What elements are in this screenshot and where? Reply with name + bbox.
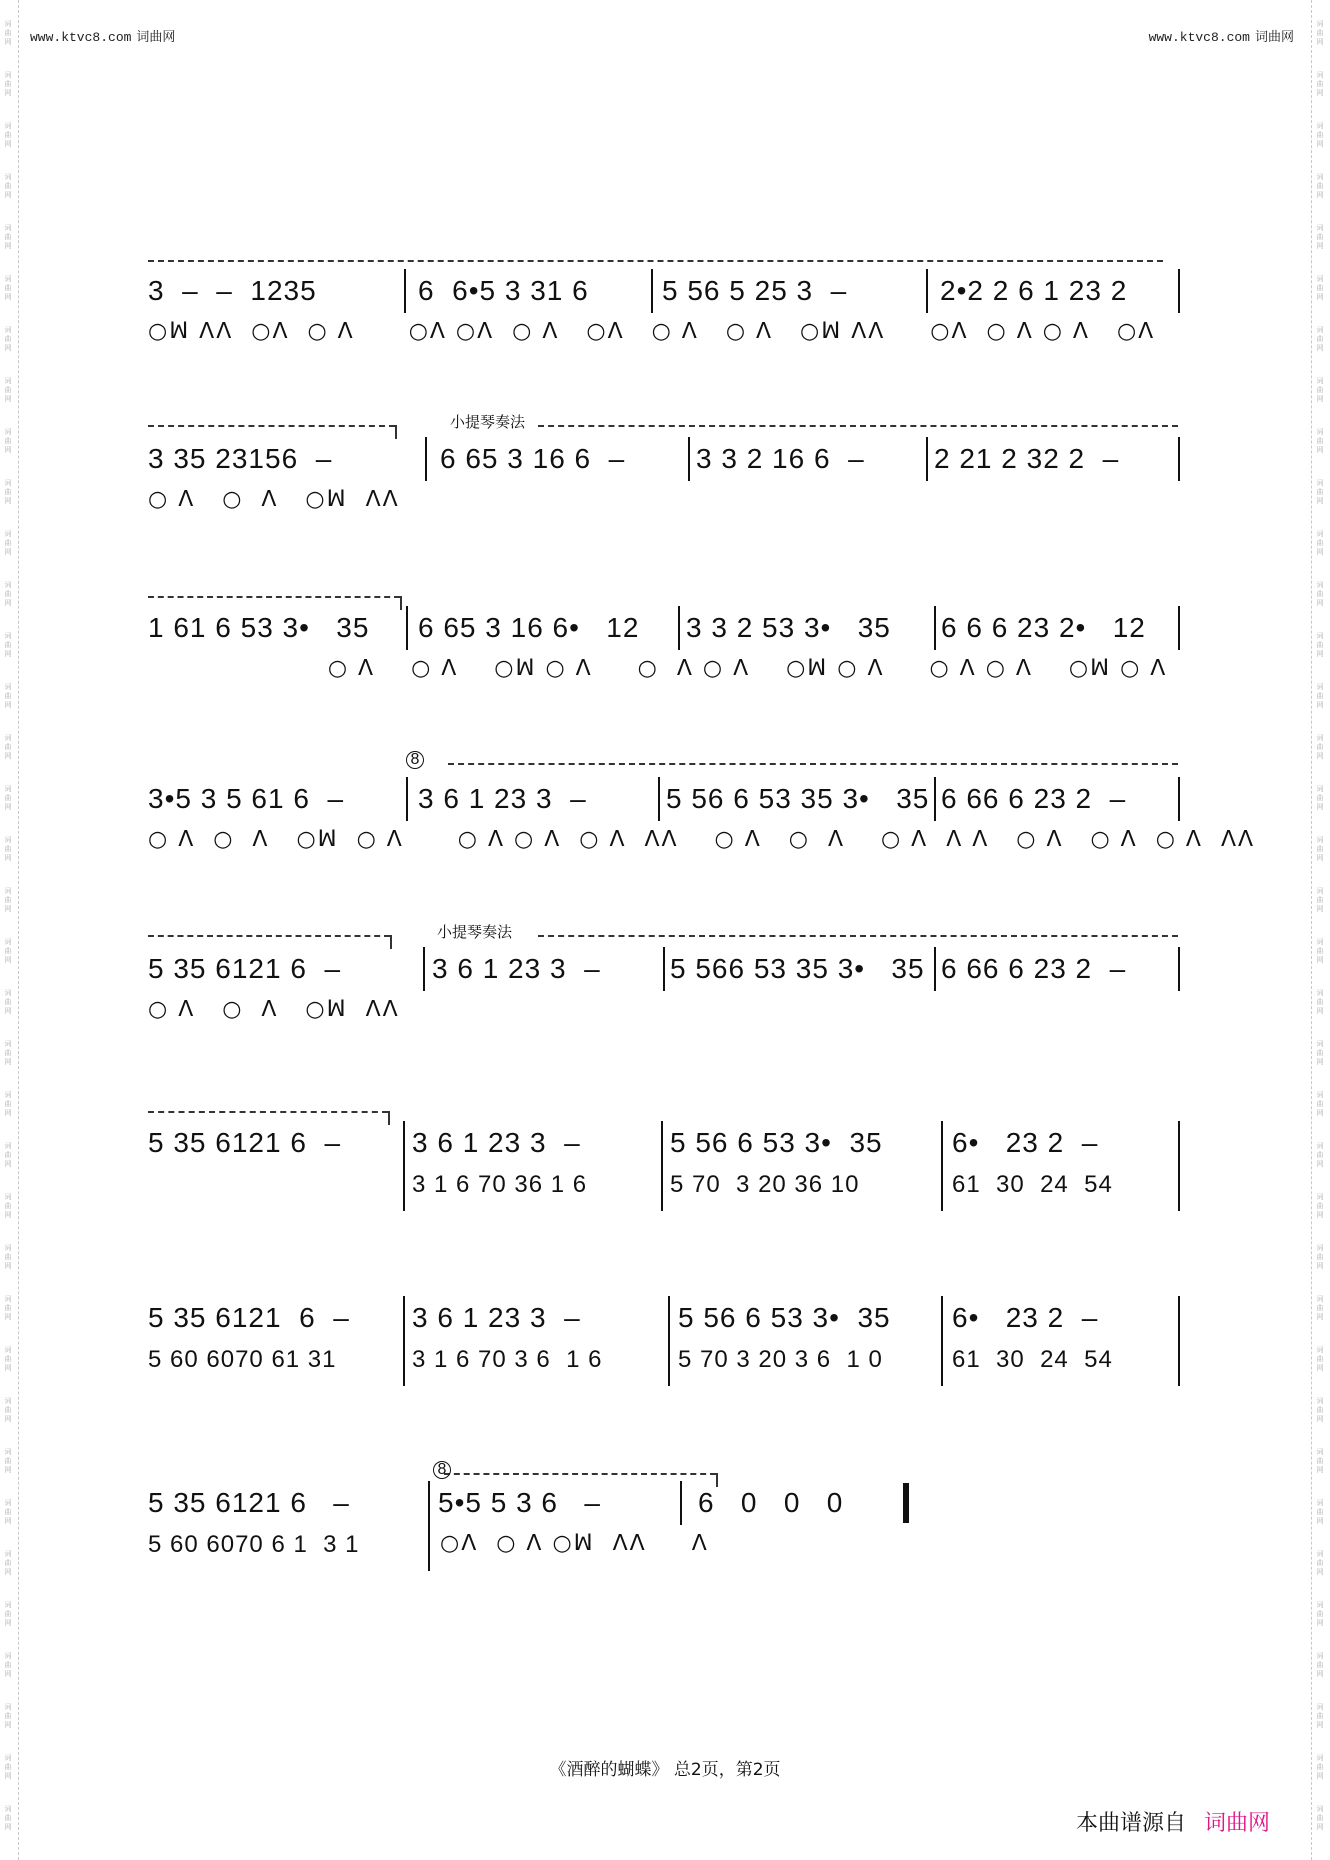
score-row-3	[148, 612, 1188, 692]
measure: 5 35 6121 6 –	[148, 1127, 342, 1158]
barline	[1178, 437, 1180, 481]
watermark-glyph: 词 曲 网	[4, 326, 12, 352]
ottava-dashes	[148, 596, 400, 598]
watermark-glyph: 词 曲 网	[1316, 1244, 1324, 1270]
watermark-glyph: 词 曲 网	[1316, 632, 1324, 658]
lower-measure: 5 70 3 20 36 10	[670, 1171, 860, 1198]
measure: 3 – – 1235	[148, 275, 317, 306]
barline	[428, 1481, 430, 1571]
barline	[406, 777, 408, 821]
watermark-glyph: 词 曲 网	[1316, 1040, 1324, 1066]
watermark-glyph: 词 曲 网	[1316, 224, 1324, 250]
watermark-glyph: 词 曲 网	[4, 1091, 12, 1117]
watermark-glyph: 词 曲 网	[4, 1754, 12, 1780]
measure: 5 56 6 53 35 3• 35	[666, 783, 930, 814]
score-row-6	[148, 1127, 1188, 1217]
ottava-dashes	[444, 1473, 716, 1475]
watermark-glyph: 词 曲 网	[1316, 1652, 1324, 1678]
watermark-glyph: 词 曲 网	[4, 1040, 12, 1066]
measure: 5 56 5 25 3 –	[662, 275, 848, 306]
watermark-glyph: 词 曲 网	[4, 683, 12, 709]
watermark-glyph: 词 曲 网	[4, 938, 12, 964]
violin-dashes	[538, 425, 1178, 427]
watermark-glyph: 词 曲 网	[1316, 1091, 1324, 1117]
measure: 6• 23 2 –	[952, 1127, 1099, 1158]
watermark-glyph: 词 曲 网	[1316, 20, 1324, 46]
barline	[1178, 947, 1180, 991]
watermark-glyph: 词 曲 网	[4, 224, 12, 250]
measure: 3 6 1 23 3 –	[412, 1302, 581, 1333]
watermark-glyph: 词 曲 网	[4, 173, 12, 199]
right-watermark-strip	[1311, 0, 1330, 1860]
measure: 3•5 3 5 61 6 –	[148, 783, 345, 814]
watermark-glyph: 词 曲 网	[4, 734, 12, 760]
barline	[658, 777, 660, 821]
watermark-glyph: 词 曲 网	[1316, 683, 1324, 709]
watermark-glyph: 词 曲 网	[4, 530, 12, 556]
measure: 3 3 2 53 3• 35	[686, 612, 891, 643]
measure: 6• 23 2 –	[952, 1302, 1099, 1333]
watermark-glyph: 词 曲 网	[1316, 734, 1324, 760]
watermark-glyph: 词 曲 网	[4, 1193, 12, 1219]
watermark-glyph: 词 曲 网	[4, 122, 12, 148]
watermark-glyph: 词 曲 网	[4, 275, 12, 301]
lower-measure: 61 30 24 54	[952, 1171, 1113, 1198]
score-row-2	[148, 413, 1188, 523]
lower-measure: 3 1 6 70 3 6 1 6	[412, 1346, 603, 1373]
barline	[1178, 1296, 1180, 1386]
watermark-glyph: 词 曲 网	[1316, 1550, 1324, 1576]
barline	[680, 1481, 682, 1525]
watermark-glyph: 词 曲 网	[4, 479, 12, 505]
watermark-glyph: 词 曲 网	[1316, 581, 1324, 607]
ottava-dashes	[448, 763, 1178, 765]
measure: 5•5 5 3 6 –	[438, 1487, 601, 1518]
lower-measure: 61 30 24 54	[952, 1346, 1113, 1373]
watermark-glyph: 词 曲 网	[4, 20, 12, 46]
measure: 6 65 3 16 6 –	[440, 443, 626, 474]
barline	[403, 1296, 405, 1386]
lower-measure: 3 1 6 70 36 1 6	[412, 1171, 588, 1198]
barline	[934, 777, 936, 821]
barline	[423, 947, 425, 991]
measure: 5 56 6 53 3• 35	[678, 1302, 891, 1333]
measure: 3 6 1 23 3 –	[432, 953, 601, 984]
source-brand-link[interactable]: 词曲网	[1203, 1811, 1270, 1836]
watermark-glyph: 词 曲 网	[1316, 1499, 1324, 1525]
watermark-glyph: 词 曲 网	[4, 377, 12, 403]
watermark-glyph: 词 曲 网	[1316, 122, 1324, 148]
watermark-glyph: 词 曲 网	[1316, 377, 1324, 403]
measure: 3 3 2 16 6 –	[696, 443, 865, 474]
score-row-1	[148, 275, 1188, 355]
measure: 1 61 6 53 3• 35	[148, 612, 370, 643]
measure: 3 6 1 23 3 –	[418, 783, 587, 814]
lower-measure: 5 60 6070 6 1 3 1	[148, 1531, 360, 1558]
ottava-marker: 8	[406, 751, 424, 769]
ottava-dashes	[148, 1111, 388, 1113]
barline	[425, 437, 427, 481]
watermark-glyph: 词 曲 网	[4, 1295, 12, 1321]
ottava-dashes	[148, 425, 395, 427]
watermark-glyph: 词 曲 网	[4, 428, 12, 454]
barline	[1178, 1121, 1180, 1211]
measure: 6 65 3 16 6• 12	[418, 612, 640, 643]
watermark-glyph: 词 曲 网	[1316, 1346, 1324, 1372]
barline	[668, 1296, 670, 1386]
score-row-7	[148, 1302, 1188, 1392]
score-row-4	[148, 751, 1256, 863]
technique-marks: ○ ᐱ ○ ᐱ ○ꟽ ○ ᐱ ○ ᐱ ○ ᐱ ○ ᐱ ᐱᐱ ○ ᐱ ○ ᐱ ○ ᐱ ᐱ ᐱ ○ ᐱ ○ ᐱ ○ ᐱ ᐱᐱ	[148, 827, 1256, 852]
watermark-glyph: 词 曲 网	[4, 581, 12, 607]
barline	[404, 269, 406, 313]
technique-marks: ○ ᐱ ○ ᐱ ○ꟽ ○ ᐱ ○ ᐱ ○ ᐱ ○ꟽ ○ ᐱ ○ ᐱ ○ ᐱ ○ꟽ ○ ᐱ	[148, 656, 1168, 681]
watermark-glyph: 词 曲 网	[4, 71, 12, 97]
barline	[1178, 777, 1180, 821]
header-right	[1149, 26, 1294, 45]
watermark-glyph: 词 曲 网	[1316, 173, 1324, 199]
measure: 6 6•5 3 31 6	[418, 275, 589, 306]
watermark-glyph: 词 曲 网	[1316, 1703, 1324, 1729]
watermark-glyph: 词 曲 网	[1316, 989, 1324, 1015]
source-text: 本曲谱源自	[1075, 1811, 1186, 1836]
watermark-glyph: 词 曲 网	[1316, 530, 1324, 556]
watermark-glyph: 词 曲 网	[1316, 275, 1324, 301]
watermark-glyph: 词 曲 网	[4, 1703, 12, 1729]
watermark-glyph: 词 曲 网	[1316, 1397, 1324, 1423]
watermark-glyph: 词 曲 网	[1316, 1805, 1324, 1831]
watermark-glyph: 词 曲 网	[4, 1397, 12, 1423]
watermark-glyph: 词 曲 网	[1316, 785, 1324, 811]
barline	[403, 1121, 405, 1211]
watermark-glyph: 词 曲 网	[4, 1601, 12, 1627]
measure: 3 6 1 23 3 –	[412, 1127, 581, 1158]
technique-label: 小提琴奏法	[433, 921, 516, 942]
technique-marks: ○ᐱ ○ ᐱ ○ꟽ ᐱᐱ ᐱ	[440, 1531, 709, 1556]
lower-measure: 5 70 3 20 3 6 1 0	[678, 1346, 883, 1373]
watermark-glyph: 词 曲 网	[1316, 1142, 1324, 1168]
watermark-glyph: 词 曲 网	[4, 1499, 12, 1525]
watermark-glyph: 词 曲 网	[4, 785, 12, 811]
ottava-marker: 8	[433, 1461, 451, 1479]
watermark-glyph: 词 曲 网	[1316, 1193, 1324, 1219]
technique-marks: ○ ᐱ ○ ᐱ ○ꟽ ᐱᐱ	[148, 997, 400, 1022]
watermark-glyph: 词 曲 网	[1316, 428, 1324, 454]
header-url-right[interactable]: www.ktvc8.com	[1148, 30, 1250, 45]
barline	[688, 437, 690, 481]
watermark-glyph: 词 曲 网	[1316, 1448, 1324, 1474]
source-credit	[1076, 1806, 1270, 1837]
lower-measure: 5 60 6070 61 31	[148, 1346, 337, 1373]
watermark-glyph: 词 曲 网	[1316, 326, 1324, 352]
watermark-glyph: 词 曲 网	[1316, 887, 1324, 913]
watermark-glyph: 词 曲 网	[4, 836, 12, 862]
barline	[678, 606, 680, 650]
left-watermark-strip	[0, 0, 19, 1860]
ottava-dashes	[148, 260, 1163, 262]
watermark-glyph: 词 曲 网	[4, 989, 12, 1015]
watermark-glyph: 词 曲 网	[1316, 1754, 1324, 1780]
watermark-glyph: 词 曲 网	[4, 1805, 12, 1831]
measure: 5 35 6121 6 –	[148, 1302, 350, 1333]
watermark-glyph: 词 曲 网	[1316, 1295, 1324, 1321]
barline	[941, 1121, 943, 1211]
barline	[926, 437, 928, 481]
final-barline	[903, 1483, 909, 1523]
watermark-glyph: 词 曲 网	[1316, 71, 1324, 97]
barline	[934, 606, 936, 650]
header-site-right: 词曲网	[1254, 30, 1294, 45]
watermark-glyph: 词 曲 网	[1316, 1601, 1324, 1627]
page-footer: 《酒醉的蝴蝶》 总2页，第2页	[549, 1760, 781, 1780]
measure: 3 35 23156 –	[148, 443, 333, 474]
watermark-glyph: 词 曲 网	[1316, 938, 1324, 964]
measure: 6 0 0 0	[698, 1487, 844, 1518]
header-left	[30, 26, 175, 45]
barline	[651, 269, 653, 313]
technique-label: 小提琴奏法	[446, 411, 529, 432]
watermark-glyph: 词 曲 网	[4, 1142, 12, 1168]
barline	[1178, 269, 1180, 313]
barline	[661, 1121, 663, 1211]
watermark-glyph: 词 曲 网	[4, 1448, 12, 1474]
ottava-dashes	[148, 935, 390, 937]
measure: 5 566 53 35 3• 35	[670, 953, 925, 984]
measure: 5 35 6121 6 –	[148, 1487, 350, 1518]
score-row-8	[148, 1461, 1188, 1577]
barline	[406, 606, 408, 650]
watermark-glyph: 词 曲 网	[4, 887, 12, 913]
measure: 2•2 2 6 1 23 2	[940, 275, 1128, 306]
barline	[663, 947, 665, 991]
header-url-left[interactable]: www.ktvc8.com	[30, 30, 132, 45]
technique-marks: ○ꟽ ᐱᐱ ○ᐱ ○ ᐱ ○ᐱ ○ᐱ ○ ᐱ ○ᐱ ○ ᐱ ○ ᐱ ○ꟽ ᐱᐱ ○ᐱ ○ ᐱ ○ ᐱ ○ᐱ	[148, 319, 1156, 344]
measure: 5 35 6121 6 –	[148, 953, 342, 984]
measure: 6 6 6 23 2• 12	[941, 612, 1146, 643]
measure: 5 56 6 53 3• 35	[670, 1127, 883, 1158]
watermark-glyph: 词 曲 网	[4, 1550, 12, 1576]
measure: 6 66 6 23 2 –	[941, 783, 1127, 814]
header-site-left: 词曲网	[136, 30, 176, 45]
barline	[934, 947, 936, 991]
violin-dashes	[538, 935, 1178, 937]
barline	[1178, 606, 1180, 650]
technique-marks: ○ ᐱ ○ ᐱ ○ꟽ ᐱᐱ	[148, 487, 400, 512]
watermark-glyph: 词 曲 网	[4, 1244, 12, 1270]
barline	[941, 1296, 943, 1386]
watermark-glyph: 词 曲 网	[4, 632, 12, 658]
barline	[926, 269, 928, 313]
watermark-glyph: 词 曲 网	[1316, 836, 1324, 862]
measure: 6 66 6 23 2 –	[941, 953, 1127, 984]
watermark-glyph: 词 曲 网	[4, 1346, 12, 1372]
watermark-glyph: 词 曲 网	[1316, 479, 1324, 505]
measure: 2 21 2 32 2 –	[934, 443, 1120, 474]
score-row-5	[148, 923, 1188, 1033]
watermark-glyph: 词 曲 网	[4, 1652, 12, 1678]
